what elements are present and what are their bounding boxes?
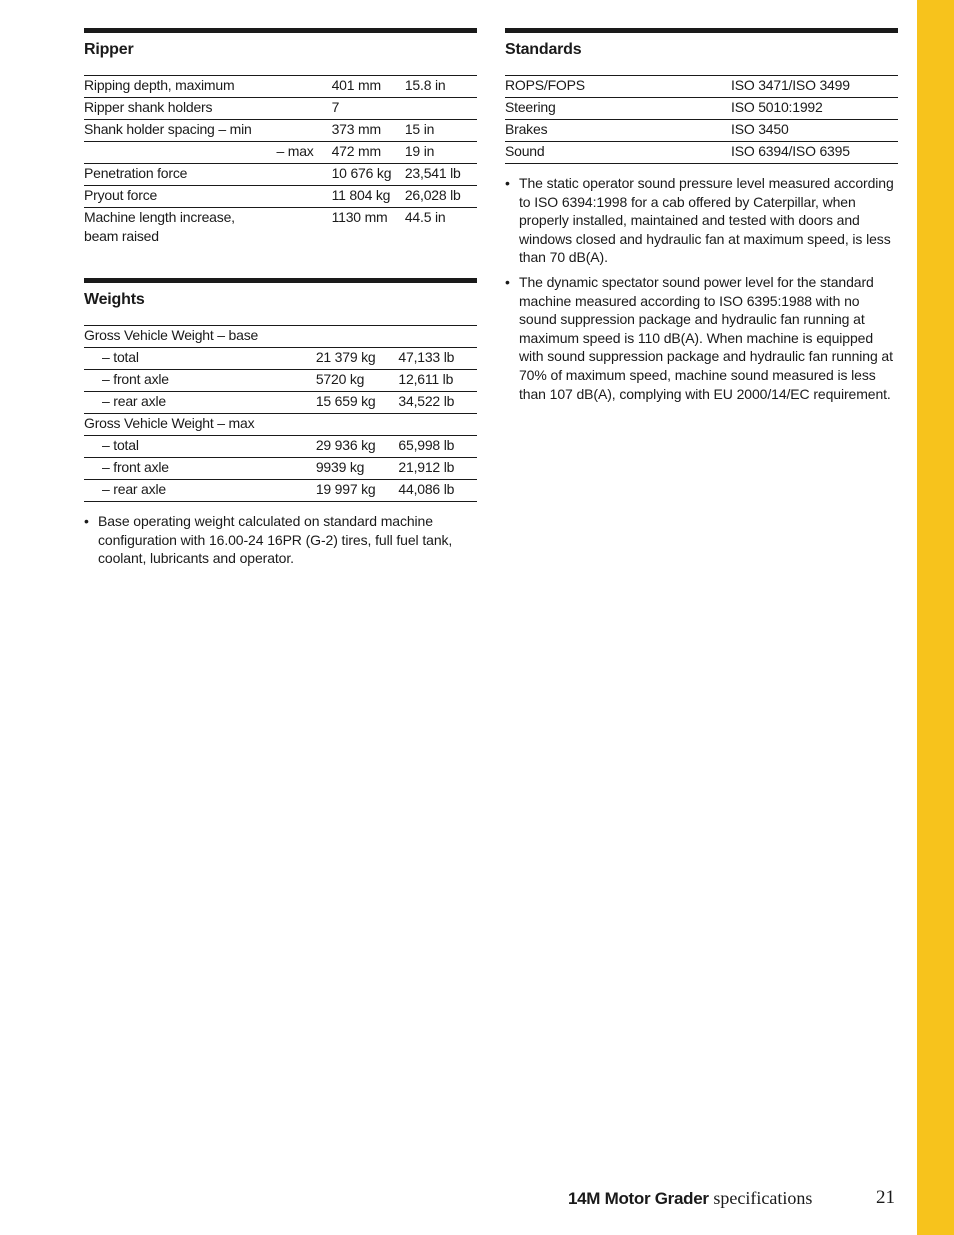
row-label: – total [102,437,139,453]
table-row [84,186,477,208]
row-imperial: 47,133 lb [398,349,455,365]
row-label: Machine length increase, beam raised [84,209,235,244]
row-metric: 15 659 kg [315,393,376,409]
row-metric: 401 mm [331,77,381,93]
row-metric: 29 936 kg [315,437,376,453]
row-label: – total [102,349,139,365]
row-imperial: 65,998 lb [398,437,455,453]
footer-suffix: specifications [713,1188,813,1208]
row-value: ISO 3471/ISO 3499 [731,77,850,93]
weights-notes [84,512,477,568]
table-row [84,458,477,480]
row-imperial: 44.5 in [404,209,446,225]
row-imperial: 15 in [404,121,435,137]
standards-title: Standards [505,41,582,58]
row-imperial: 23,541 lb [404,165,461,181]
row-metric [316,326,399,348]
row-label: Sound [505,143,545,159]
row-metric: 9939 kg [315,459,365,475]
row-label-text: – max [276,143,314,159]
row-label: ROPS/FOPS [505,77,585,93]
table-row [84,98,477,120]
row-label: Steering [505,99,556,115]
list-item: • The dynamic spectator sound power level for the standard machine measured according to ISO 6395:1988 with no sound suppression package and hydraulic fan running at maximum speed is 110 dB(A). When machine is equipped with sound suppression package and hydraulic fan running at 70% of maximum speed, machine sound measured is less than 107 dB(A), complying with EU 2000/14/EC requirement. [505,273,898,403]
row-metric: 5720 kg [315,371,365,387]
row-metric: 7 [331,99,340,115]
row-label: – rear axle [102,481,166,497]
row-value: ISO 3450 [731,121,789,137]
row-imperial: 44,086 lb [398,481,455,497]
page-number: 21 [876,1187,895,1208]
row-label: Gross Vehicle Weight – max [84,415,255,431]
row-metric: 373 mm [331,121,381,137]
section-rule [505,28,898,33]
standards-section [505,28,898,403]
row-label: Ripper shank holders [84,99,213,115]
right-column [505,28,898,409]
row-label [84,142,332,164]
row-label: – front axle [102,371,169,387]
table-row [84,120,477,142]
table-row [84,142,477,164]
row-value: ISO 6394/ISO 6395 [731,143,850,159]
row-label: Penetration force [84,165,188,181]
row-imperial: 12,611 lb [398,371,454,387]
row-imperial: 34,522 lb [398,393,455,409]
section-rule [84,278,477,283]
row-label: Shank holder spacing – min [84,121,252,137]
row-metric: 11 804 kg [331,187,391,203]
row-label: Gross Vehicle Weight – base [84,327,259,343]
row-imperial [398,414,477,436]
row-metric: 10 676 kg [331,165,392,181]
table-row [84,480,477,502]
weights-title: Weights [84,291,145,308]
row-label: Pryout force [84,187,158,203]
ripper-section [84,28,477,246]
row-label: – rear axle [102,393,166,409]
row-label: Brakes [505,121,548,137]
table-row [84,326,477,348]
row-imperial [398,326,477,348]
row-imperial: 21,912 lb [398,459,455,475]
row-imperial: 26,028 lb [404,187,461,203]
table-row [84,370,477,392]
table-row [84,392,477,414]
table-row [84,208,477,247]
list-item: • Base operating weight calculated on standard machine configuration with 16.00-24 16PR (G-2) tires, full fuel tank, coolant, lubricants and operator. [84,512,477,568]
table-row [505,76,898,98]
ripper-title: Ripper [84,41,134,58]
row-metric: 1130 mm [331,209,388,225]
accent-side-bar [917,0,954,1235]
row-metric: 21 379 kg [315,349,376,365]
table-row [84,414,477,436]
standards-notes [505,174,898,403]
table-row [84,76,477,98]
table-row [84,348,477,370]
row-metric: 19 997 kg [315,481,376,497]
table-row [505,98,898,120]
table-row [84,164,477,186]
row-metric: 472 mm [331,143,381,159]
row-metric [316,414,399,436]
row-imperial [405,98,477,120]
row-imperial: 15.8 in [404,77,446,93]
table-row [505,120,898,142]
weights-table [84,325,477,502]
page-footer [568,1186,898,1211]
ripper-table [84,75,477,246]
left-column [84,28,477,574]
row-label: – front axle [102,459,169,475]
product-name: 14M Motor Grader [568,1189,709,1208]
table-row [505,142,898,164]
section-rule [84,28,477,33]
standards-table [505,75,898,164]
table-row [84,436,477,458]
row-imperial: 19 in [404,143,435,159]
weights-section [84,278,477,568]
list-item: • The static operator sound pressure level measured according to ISO 6394:1998 for a cab offered by Caterpillar, when properly installed, maintained and tested with doors and windows closed and hydraulic fan at maximum speed, is less than 70 dB(A). [505,174,898,267]
row-label: Ripping depth, maximum [84,77,235,93]
row-value: ISO 5010:1992 [731,99,823,115]
